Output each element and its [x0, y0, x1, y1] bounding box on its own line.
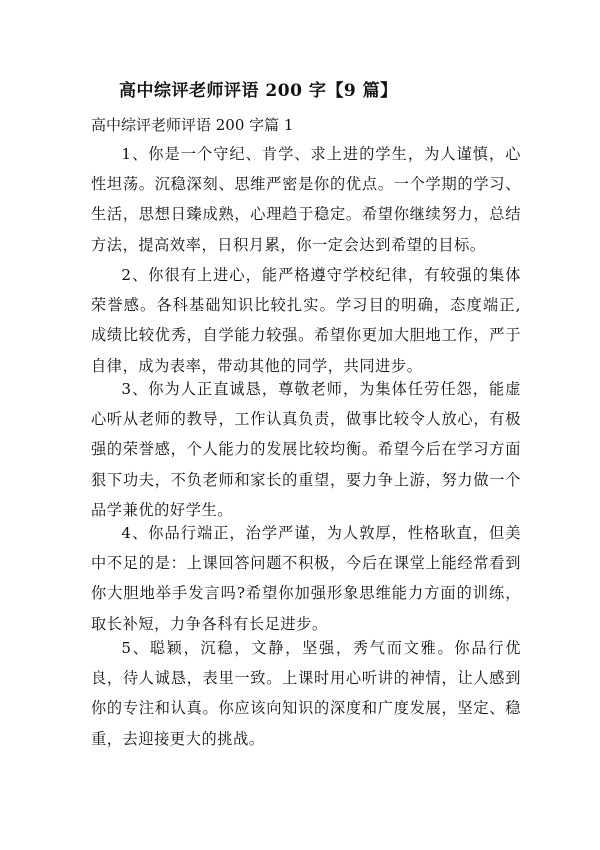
page-title: 高中综评老师评语 200 字【9 篇】 — [119, 81, 398, 101]
paragraph-2: 2、你很有上进心，能严格遵守学校纪律，有较强的集体荣誉感。各科基础知识比较扎实。学习目的明确，态度端正,成绩比较优秀，自学能力较强。希望你更加大胆地工作，严于自律，成为表率，带动其他的同学，共同进步。 — [91, 266, 521, 375]
section-heading: 高中综评老师评语 200 字篇 1 — [91, 116, 294, 134]
paragraph-5: 5、聪颖，沉稳，文静，坚强，秀气而文雅。你品行优良，待人诚恳，表里一致。上课时用心听讲的神情，让人感到你的专注和认真。你应该向知识的深度和广度发展，坚定、稳重，去迎接更大的挑战。 — [91, 639, 521, 748]
paragraph-1: 1、你是一个守纪、肯学、求上进的学生，为人谨慎，心性坦荡。沉稳深刻、思维严密是你的优点。一个学期的学习、生活，思想日臻成熟，心理趋于稳定。希望你继续努力，总结方法，提高效率，日积月累，你一定会达到希望的目标。 — [91, 145, 521, 254]
paragraph-4: 4、你品行端正，治学严谨，为人敦厚，性格耿直，但美中不足的是：上课回答问题不积极，今后在课堂上能经常看到你大胆地举手发言吗?希望你加强形象思维能力方面的训练，取长补短，力争各科有长足进步。 — [91, 524, 521, 633]
paragraph-3: 3、你为人正直诚恳，尊敬老师，为集体任劳任怨，能虚心听从老师的教导，工作认真负责，做事比较令人放心，有极强的荣誉感，个人能力的发展比较均衡。希望今后在学习方面狠下功夫，不负老师和家长的重望，要力争上游，努力做一个品学兼优的好学生。 — [91, 380, 521, 519]
